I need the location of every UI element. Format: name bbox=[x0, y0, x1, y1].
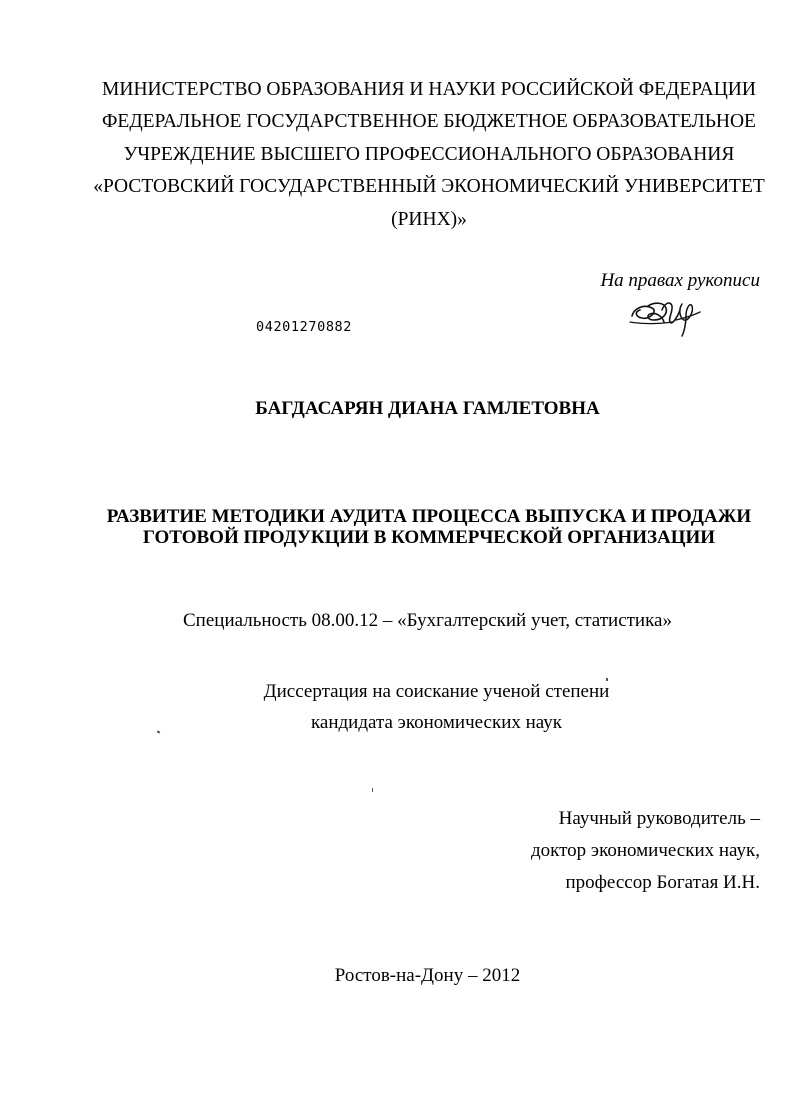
degree-statement bbox=[0, 676, 798, 738]
header-line: УЧРЕЖДЕНИЕ ВЫСШЕГО ПРОФЕССИОНАЛЬНОГО ОБРАЗОВАНИЯ bbox=[123, 143, 735, 165]
supervisor-line: доктор экономических наук, bbox=[530, 840, 760, 861]
header-line: (РИНХ)» bbox=[391, 208, 467, 230]
title-line: ГОТОВОЙ ПРОДУКЦИИ В КОММЕРЧЕСКОЙ ОРГАНИЗАЦИИ bbox=[142, 527, 716, 548]
document-code: 04201270882 bbox=[256, 319, 353, 335]
scan-speck bbox=[606, 678, 608, 681]
header-line: ФЕДЕРАЛЬНОЕ ГОСУДАРСТВЕННОЕ БЮДЖЕТНОЕ ОБРАЗОВАТЕЛЬНОЕ bbox=[102, 111, 756, 133]
institution-header bbox=[60, 74, 798, 236]
title-line: РАЗВИТИЕ МЕТОДИКИ АУДИТА ПРОЦЕССА ВЫПУСКА И ПРОДАЖИ bbox=[106, 506, 752, 527]
degree-line: Диссертация на соискание ученой степени bbox=[263, 681, 610, 702]
header-line: МИНИСТЕРСТВО ОБРАЗОВАНИЯ И НАУКИ РОССИЙСКОЙ ФЕДЕРАЦИИ bbox=[102, 79, 756, 100]
supervisor-line: Научный руководитель – bbox=[558, 808, 760, 829]
signature-icon bbox=[628, 296, 706, 338]
supervisor-block bbox=[531, 803, 760, 899]
specialty: Специальность 08.00.12 – «Бухгалтерский учет, статистика» bbox=[183, 610, 672, 631]
author-name: БАГДАСАРЯН ДИАНА ГАМЛЕТОВНА bbox=[255, 398, 600, 419]
city-year: Ростов-на-Дону – 2012 bbox=[334, 965, 521, 986]
header-line: «РОСТОВСКИЙ ГОСУДАРСТВЕННЫЙ ЭКОНОМИЧЕСКИЙ УНИВЕРСИТЕТ bbox=[93, 176, 765, 198]
dissertation-title bbox=[60, 506, 798, 548]
degree-line: кандидата экономических наук bbox=[310, 712, 563, 733]
scan-speck bbox=[372, 788, 373, 792]
supervisor-line: профессор Богатая И.Н. bbox=[565, 872, 760, 893]
rights-note: На правах рукописи bbox=[600, 270, 760, 291]
